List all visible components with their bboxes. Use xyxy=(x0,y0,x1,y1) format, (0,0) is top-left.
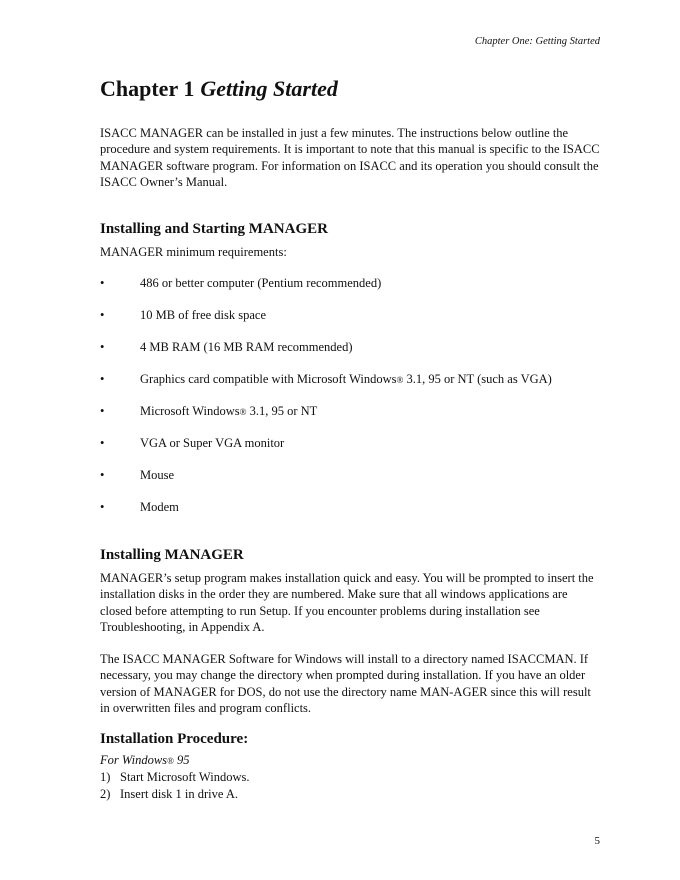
registered-mark: ® xyxy=(396,375,404,385)
running-header: Chapter One: Getting Started xyxy=(474,36,600,47)
requirement-text xyxy=(140,371,552,388)
requirements-list xyxy=(100,275,600,531)
list-item xyxy=(100,339,600,371)
requirement-text: 10 MB of free disk space xyxy=(140,308,267,322)
list-item xyxy=(100,307,600,339)
chapter-title xyxy=(100,76,338,102)
bullet-icon: • xyxy=(100,372,105,386)
step-number: 1) xyxy=(100,770,111,784)
chapter-subtitle: Getting Started xyxy=(200,76,338,101)
requirement-text: 486 or better computer (Pentium recommended) xyxy=(140,276,382,290)
section-heading-procedure: Installation Procedure: xyxy=(100,731,249,747)
bullet-icon: • xyxy=(100,436,105,450)
registered-mark: ® xyxy=(167,756,174,766)
intro-paragraph: ISACC MANAGER can be installed in just a few minutes. The instructions below outline the procedure and system requirements. It is important to note that this manual is specific to the ISACC MANAGER software program. For information on ISACC and its operation you should consult the ISACC Owner’s Manual. xyxy=(100,126,600,189)
bullet-icon: • xyxy=(100,276,105,290)
page-number: 5 xyxy=(594,835,600,847)
procedure-subheading-rest: 95 xyxy=(173,753,190,767)
list-item xyxy=(100,499,600,531)
requirement-text xyxy=(140,403,317,420)
requirement-text: 4 MB RAM (16 MB RAM recommended) xyxy=(140,340,353,354)
requirement-text-rest: 3.1, 95 or NT (such as VGA) xyxy=(403,372,552,386)
requirement-text-main: Microsoft Windows xyxy=(140,404,240,418)
step-text: Start Microsoft Windows. xyxy=(120,770,250,784)
step-text: Insert disk 1 in drive A. xyxy=(120,786,239,801)
list-item xyxy=(100,435,600,467)
bullet-icon: • xyxy=(100,340,105,354)
requirement-text-rest: 3.1, 95 or NT xyxy=(246,404,318,418)
procedure-subheading-main: For Windows xyxy=(100,753,168,767)
installing-paragraph-1: MANAGER’s setup program makes installation quick and easy. You will be prompted to insert the installation disks in the order they are numbered. Make sure that all windows applications are closed before attempting to run Setup. If you encounter problems during installation see Troubleshooting, in Appendix A. xyxy=(100,571,594,634)
requirement-text-main: Graphics card compatible with Microsoft Windows xyxy=(140,372,397,386)
requirement-text: VGA or Super VGA monitor xyxy=(140,436,285,450)
chapter-number-label: Chapter 1 xyxy=(100,76,195,101)
step-number: 2) xyxy=(100,786,111,801)
procedure-subheading xyxy=(100,753,190,768)
bullet-icon: • xyxy=(100,468,105,482)
bullet-icon: • xyxy=(100,308,105,322)
requirement-text: Modem xyxy=(140,500,179,514)
section-heading-installing: Installing MANAGER xyxy=(100,547,244,563)
installing-paragraph-2: The ISACC MANAGER Software for Windows will install to a directory named ISACCMAN. If necessary, you may change the directory when prompted during installation. If you have an older version of MANAGER for DOS, do not use the directory name MAN-AGER since this will result in overwritten files and program conflicts. xyxy=(100,652,591,715)
list-item xyxy=(100,467,600,499)
registered-mark: ® xyxy=(239,407,247,417)
section-heading-installing-starting: Installing and Starting MANAGER xyxy=(100,221,328,237)
list-item xyxy=(100,275,600,307)
requirement-text: Mouse xyxy=(140,468,175,482)
bullet-icon: • xyxy=(100,500,105,514)
bullet-icon: • xyxy=(100,404,105,418)
requirements-lead: MANAGER minimum requirements: xyxy=(100,245,287,259)
list-item xyxy=(100,403,600,435)
list-item xyxy=(100,371,600,403)
